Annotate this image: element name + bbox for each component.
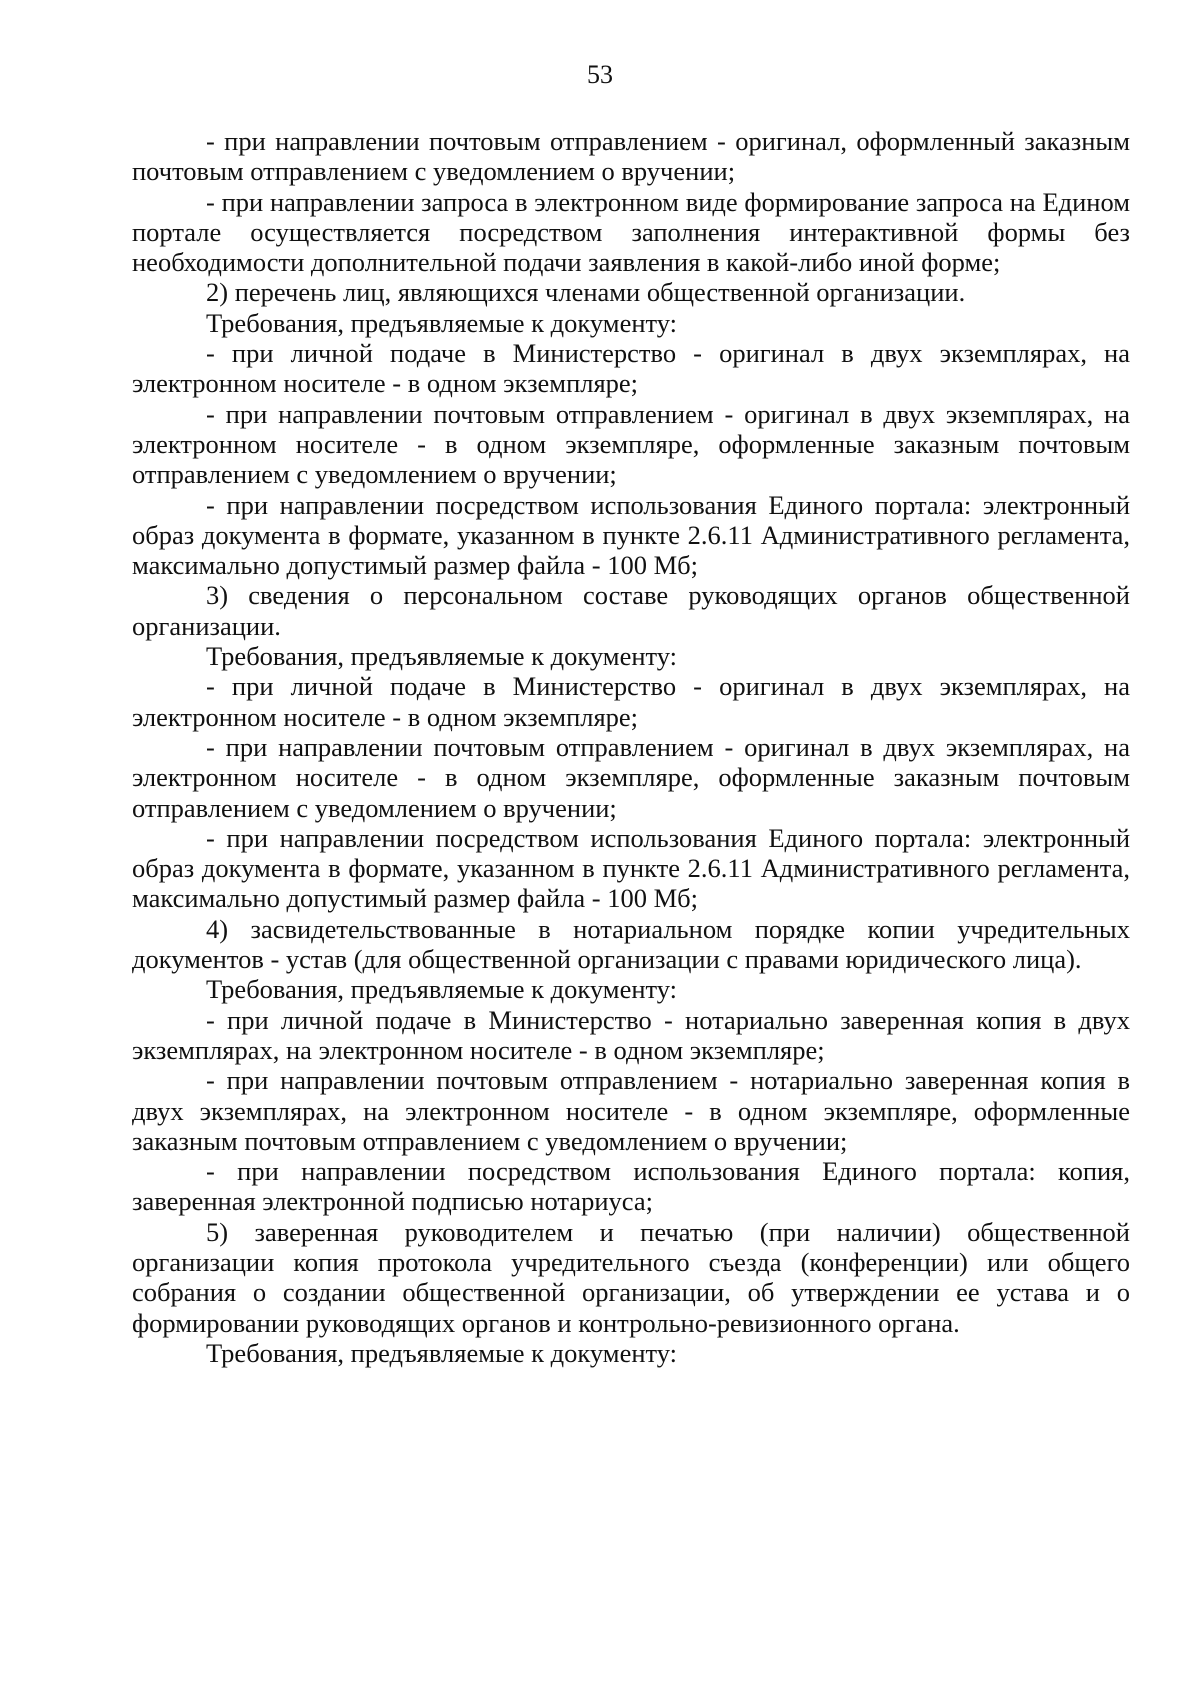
paragraph-postal-submission: - при направлении почтовым отправлением - оригинал в двух экземплярах, на электронном носителе - в одном экземпляре, оформленные заказным почтовым отправлением с уведомлением о вручении; xyxy=(132,398,1130,490)
item-3-governing-bodies: 3) сведения о персональном составе руководящих органов общественной организации. xyxy=(132,580,1130,641)
page-number: 53 xyxy=(587,60,613,89)
requirements-heading: Требования, предъявляемые к документу: xyxy=(206,641,678,672)
paragraph-portal-submission: - при направлении посредством использования Единого портала: электронный образ документа в формате, указанном в пункте 2.6.11 Административного регламента, максимально допустимый размер файла - 100 Мб; xyxy=(132,822,1130,914)
requirements-heading: Требования, предъявляемые к документу: xyxy=(206,974,678,1005)
item-5-founding-protocol: 5) заверенная руководителем и печатью (при наличии) общественной организации копия протокола учредительного съезда (конференции) или общего собрания о создании общественной организации, об утверждении ее устава и о формировании руководящих органов и контрольно-ревизионного органа. xyxy=(132,1216,1130,1338)
paragraph-postal-submission: - при направлении почтовым отправлением - нотариально заверенная копия в двух экземплярах, на электронном носителе - в одном экземпляре, оформленные заказным почтовым отправлением с уведомлением о вручении; xyxy=(132,1065,1130,1156)
paragraph-electronic-request: - при направлении запроса в электронном виде формирование запроса на Едином портале осуществляется посредством заполнения интерактивной формы без необходимости дополнительной подачи заявления в какой-либо иной форме; xyxy=(132,186,1130,278)
paragraph-postal-original: - при направлении почтовым отправлением - оригинал, оформленный заказным почтовым отправлением с уведомлением о вручении; xyxy=(132,126,1130,187)
paragraph-postal-submission: - при направлении почтовым отправлением - оригинал в двух экземплярах, на электронном носителе - в одном экземпляре, оформленные заказным почтовым отправлением с уведомлением о вручении; xyxy=(132,731,1130,823)
item-4-founding-documents: 4) засвидетельствованные в нотариальном порядке копии учредительных документов - устав (для общественной организации с правами юридического лица). xyxy=(132,913,1130,975)
paragraph-portal-submission: - при направлении посредством использования Единого портала: электронный образ документа в формате, указанном в пункте 2.6.11 Административного регламента, максимально допустимый размер файла - 100 Мб; xyxy=(132,489,1130,581)
paragraph-personal-submission: - при личной подаче в Министерство - оригинал в двух экземплярах, на электронном носителе - в одном экземпляре; xyxy=(132,338,1130,399)
requirements-heading: Требования, предъявляемые к документу: xyxy=(206,307,678,338)
paragraph-personal-submission: - при личной подаче в Министерство - нотариально заверенная копия в двух экземплярах, на электронном носителе - в одном экземпляре; xyxy=(132,1004,1130,1065)
paragraph-personal-submission: - при личной подаче в Министерство - оригинал в двух экземплярах, на электронном носителе - в одном экземпляре; xyxy=(132,671,1130,732)
paragraph-portal-submission: - при направлении посредством использования Единого портала: копия, заверенная электронной подписью нотариуса; xyxy=(132,1156,1130,1217)
document-body xyxy=(132,126,1130,1368)
requirements-heading: Требования, предъявляемые к документу: xyxy=(206,1337,678,1368)
item-2-member-list: 2) перечень лиц, являющихся членами общественной организации. xyxy=(206,277,966,308)
